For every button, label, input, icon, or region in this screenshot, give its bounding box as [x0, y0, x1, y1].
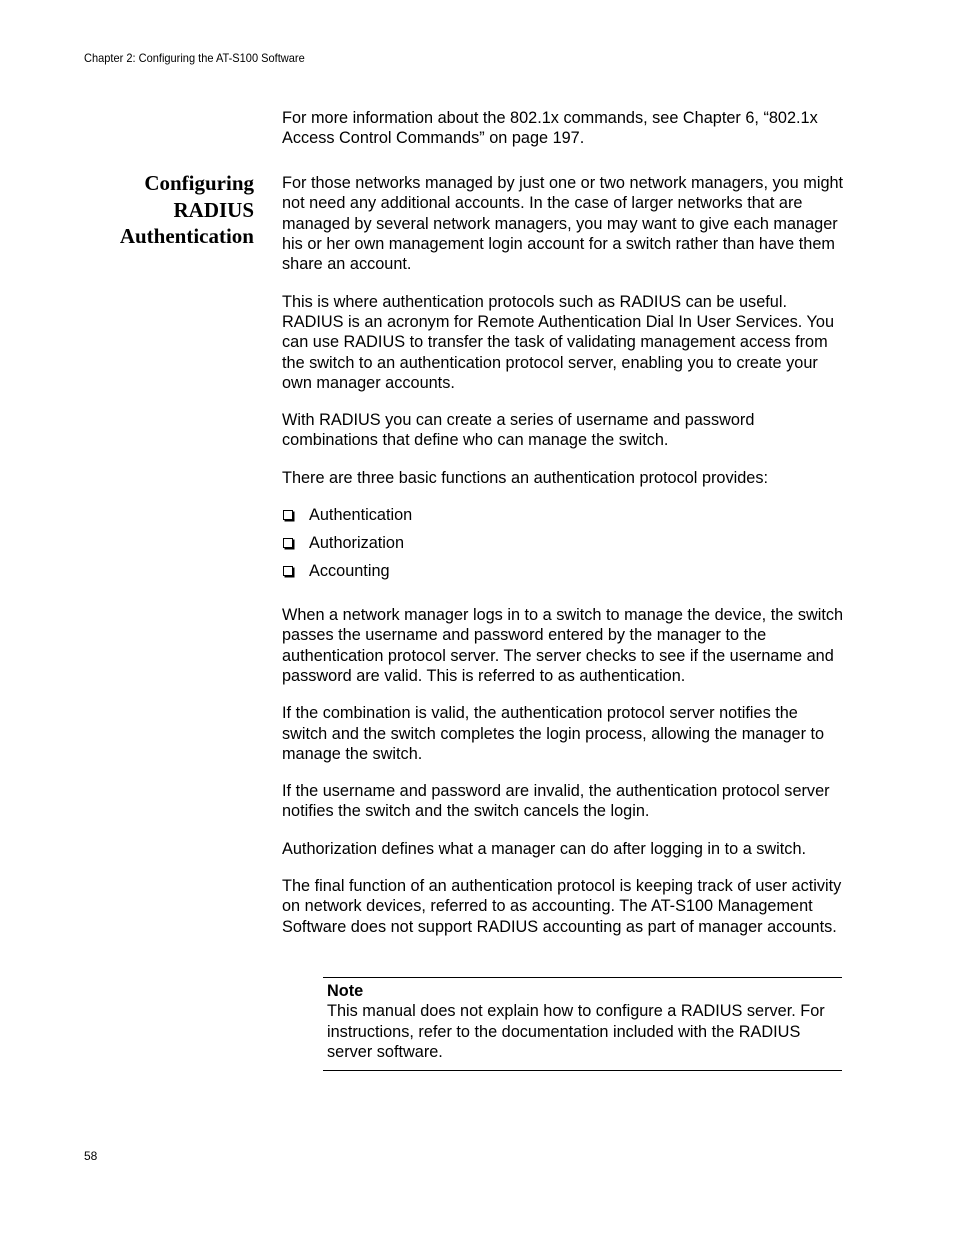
paragraph-invalid-combination: If the username and password are invalid, the authentication protocol server notifies the switch and the switch cancels the login. — [282, 782, 830, 821]
paragraph-valid-combination: If the combination is valid, the authentication protocol server notifies the switch and the switch completes the login process, allowing the manager to manage the switch. — [282, 704, 825, 763]
section-heading — [74, 170, 254, 250]
list-item — [282, 505, 847, 533]
paragraph-accounting: The final function of an authentication protocol is keeping track of user activity on network devices, referred to as accounting. The AT-S100 Management Software does not support RADIUS accounting as part of manager accounts. — [282, 877, 842, 936]
paragraph-radius-combinations: With RADIUS you can create a series of username and password combinations that define who can manage the switch. — [282, 411, 755, 450]
functions-list — [282, 505, 847, 589]
paragraph-managers: For those networks managed by just one or two network managers, you might not need any additional accounts. In the case of larger networks that are managed by several network managers, you may want to give each manager his or her own management login account for a switch rather than have them share an account. — [282, 174, 844, 274]
intro-paragraph: For more information about the 802.1x commands, see Chapter 6, “802.1x Access Control Commands” on page 197. — [282, 109, 818, 148]
list-item — [282, 533, 847, 561]
body-column — [282, 108, 847, 954]
checkbox-bullet-icon — [283, 510, 293, 520]
paragraph-authentication-explained: When a network manager logs in to a switch to manage the device, the switch passes the username and password entered by the manager to the authentication protocol server. The server checks to see if the username and password are valid. This is referred to as authentication. — [282, 606, 844, 685]
section-heading-line-2: RADIUS — [173, 197, 254, 222]
section-heading-line-1: Configuring — [144, 171, 254, 195]
paragraph-authorization: Authorization defines what a manager can do after logging in to a switch. — [282, 839, 807, 858]
note-box — [323, 977, 842, 1071]
section-heading-line-3: Authentication — [119, 224, 254, 248]
page-number: 58 — [84, 1149, 98, 1163]
checkbox-bullet-icon — [283, 538, 293, 548]
list-item-label: Authentication — [309, 506, 413, 525]
checkbox-bullet-icon — [283, 566, 293, 576]
paragraph-three-functions: There are three basic functions an authentication protocol provides: — [282, 468, 769, 487]
note-title: Note — [327, 982, 364, 1000]
list-item-label: Authorization — [309, 534, 405, 553]
note-text: This manual does not explain how to configure a RADIUS server. For instructions, refer to the documentation included with the RADIUS server software. — [327, 1002, 825, 1061]
list-item — [282, 561, 847, 589]
paragraph-radius-usefulness: This is where authentication protocols such as RADIUS can be useful. RADIUS is an acronym for Remote Authentication Dial In User Services. You can use RADIUS to transfer the task of validating management access from the switch to an authentication protocol server, enabling you to create your own manager accounts. — [282, 292, 835, 392]
running-header: Chapter 2: Configuring the AT-S100 Software — [84, 51, 305, 65]
list-item-label: Accounting — [309, 562, 390, 581]
